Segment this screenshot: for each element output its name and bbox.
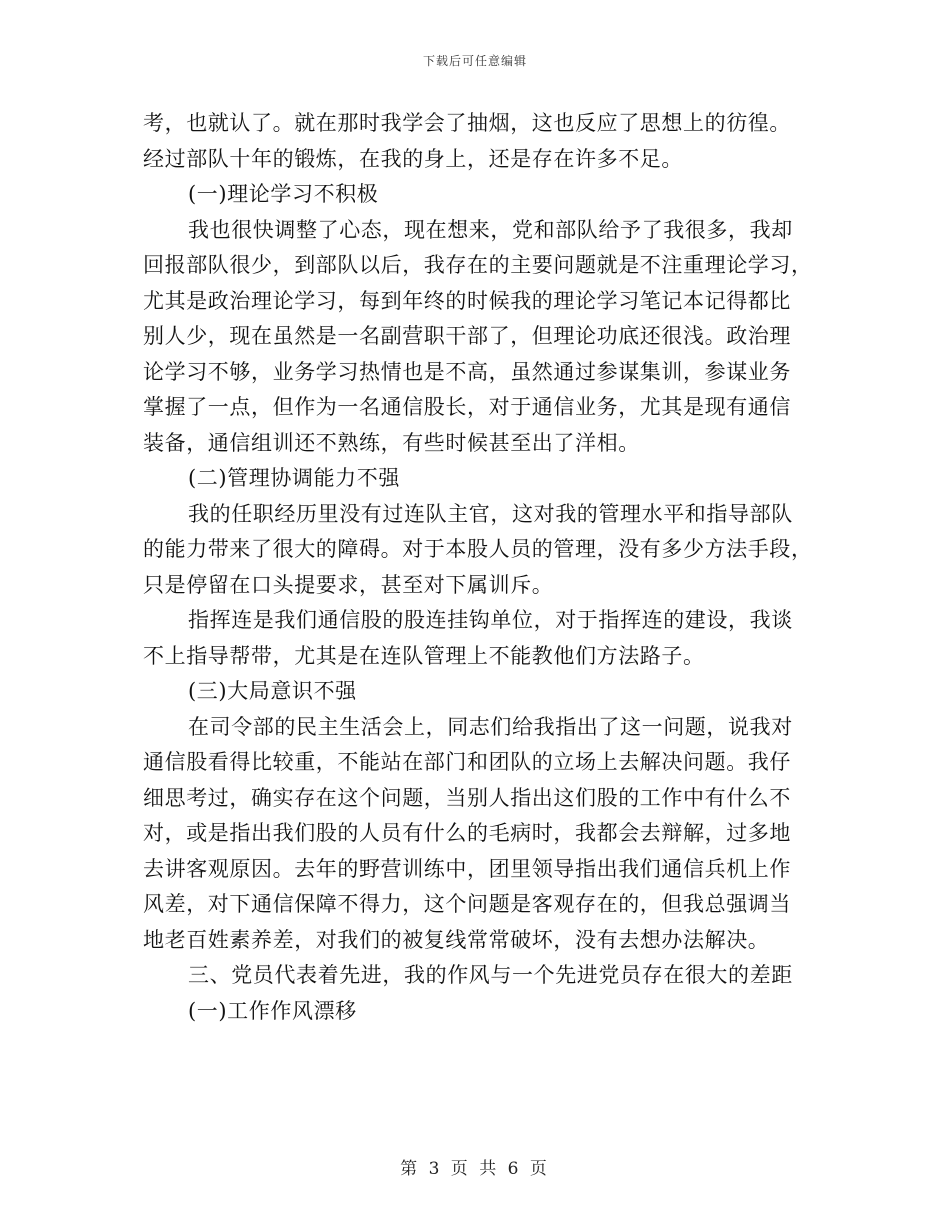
body-line: 尤其是政治理论学习，每到年终的时候我的理论学习笔记本记得都比: [143, 288, 791, 313]
body-line: 细思考过，确实存在这个问题，当别人指出这们股的工作中有什么不: [143, 785, 791, 810]
body-line: 论学习不够，业务学习热情也是不高，虽然通过参谋集训，参谋业务: [143, 359, 791, 384]
body-line: (一)工作作风漂移: [188, 998, 357, 1023]
body-line: 我的任职经历里没有过连队主官，这对我的管理水平和指导部队: [188, 501, 793, 526]
body-line: 风差，对下通信保障不得力，这个问题是客观存在的，但我总强调当: [143, 892, 791, 916]
body-line: 对，或是指出我们股的人员有什么的毛病时，我都会去辩解，过多地: [143, 821, 791, 845]
page-number-footer: 第 3 页 共 6 页: [400, 1159, 550, 1179]
body-line: (三)大局意识不强: [188, 679, 357, 703]
body-line: 在司令部的民主生活会上，同志们给我指出了这一问题，说我对: [188, 714, 793, 739]
body-line: 回报部队很少，到部队以后，我存在的主要问题就是不注重理论学习，: [143, 253, 813, 277]
page-header: 下载后可任意编辑: [422, 54, 527, 68]
body-line: 通信股看得比较重，不能站在部门和团队的立场上去解决问题。我仔: [143, 750, 791, 774]
body-line: 掌握了一点，但作为一名通信股长，对于通信业务，尤其是现有通信: [143, 395, 791, 419]
body-line: 装备，通信组训还不熟练，有些时候甚至出了洋相。: [143, 430, 640, 455]
body-line: 地老百姓素养差，对我们的被复线常常破坏，没有去想办法解决。: [143, 927, 770, 952]
body-line: 考，也就认了。就在那时我学会了抽烟，这也反应了思想上的彷徨。: [143, 111, 791, 135]
body-line: 指挥连是我们通信股的股连挂钩单位，对于指挥连的建设，我谈: [188, 608, 793, 632]
body-line: (一)理论学习不积极: [188, 182, 379, 206]
body-line: 的能力带来了很大的障碍。对于本股人员的管理，没有多少方法手段，: [143, 537, 813, 561]
body-line: 去讲客观原因。去年的野营训练中，团里领导指出我们通信兵机上作: [143, 856, 791, 881]
body-line: 别人少，现在虽然是一名副营职干部了，但理论功底还很浅。政治理: [143, 324, 791, 348]
document-body: [143, 106, 813, 1029]
body-line: 经过部队十年的锻炼，在我的身上，还是存在许多不足。: [143, 146, 683, 171]
body-line: 只是停留在口头提要求，甚至对下属训斥。: [143, 572, 554, 597]
body-line: 三、党员代表着先进，我的作风与一个先进党员存在很大的差距: [188, 963, 793, 987]
body-line: 不上指导帮带，尤其是在连队管理上不能教他们方法路子。: [143, 643, 705, 668]
body-line: 我也很快调整了心态，现在想来，党和部队给予了我很多，我却: [188, 217, 793, 242]
body-line: (二)管理协调能力不强: [188, 466, 400, 490]
